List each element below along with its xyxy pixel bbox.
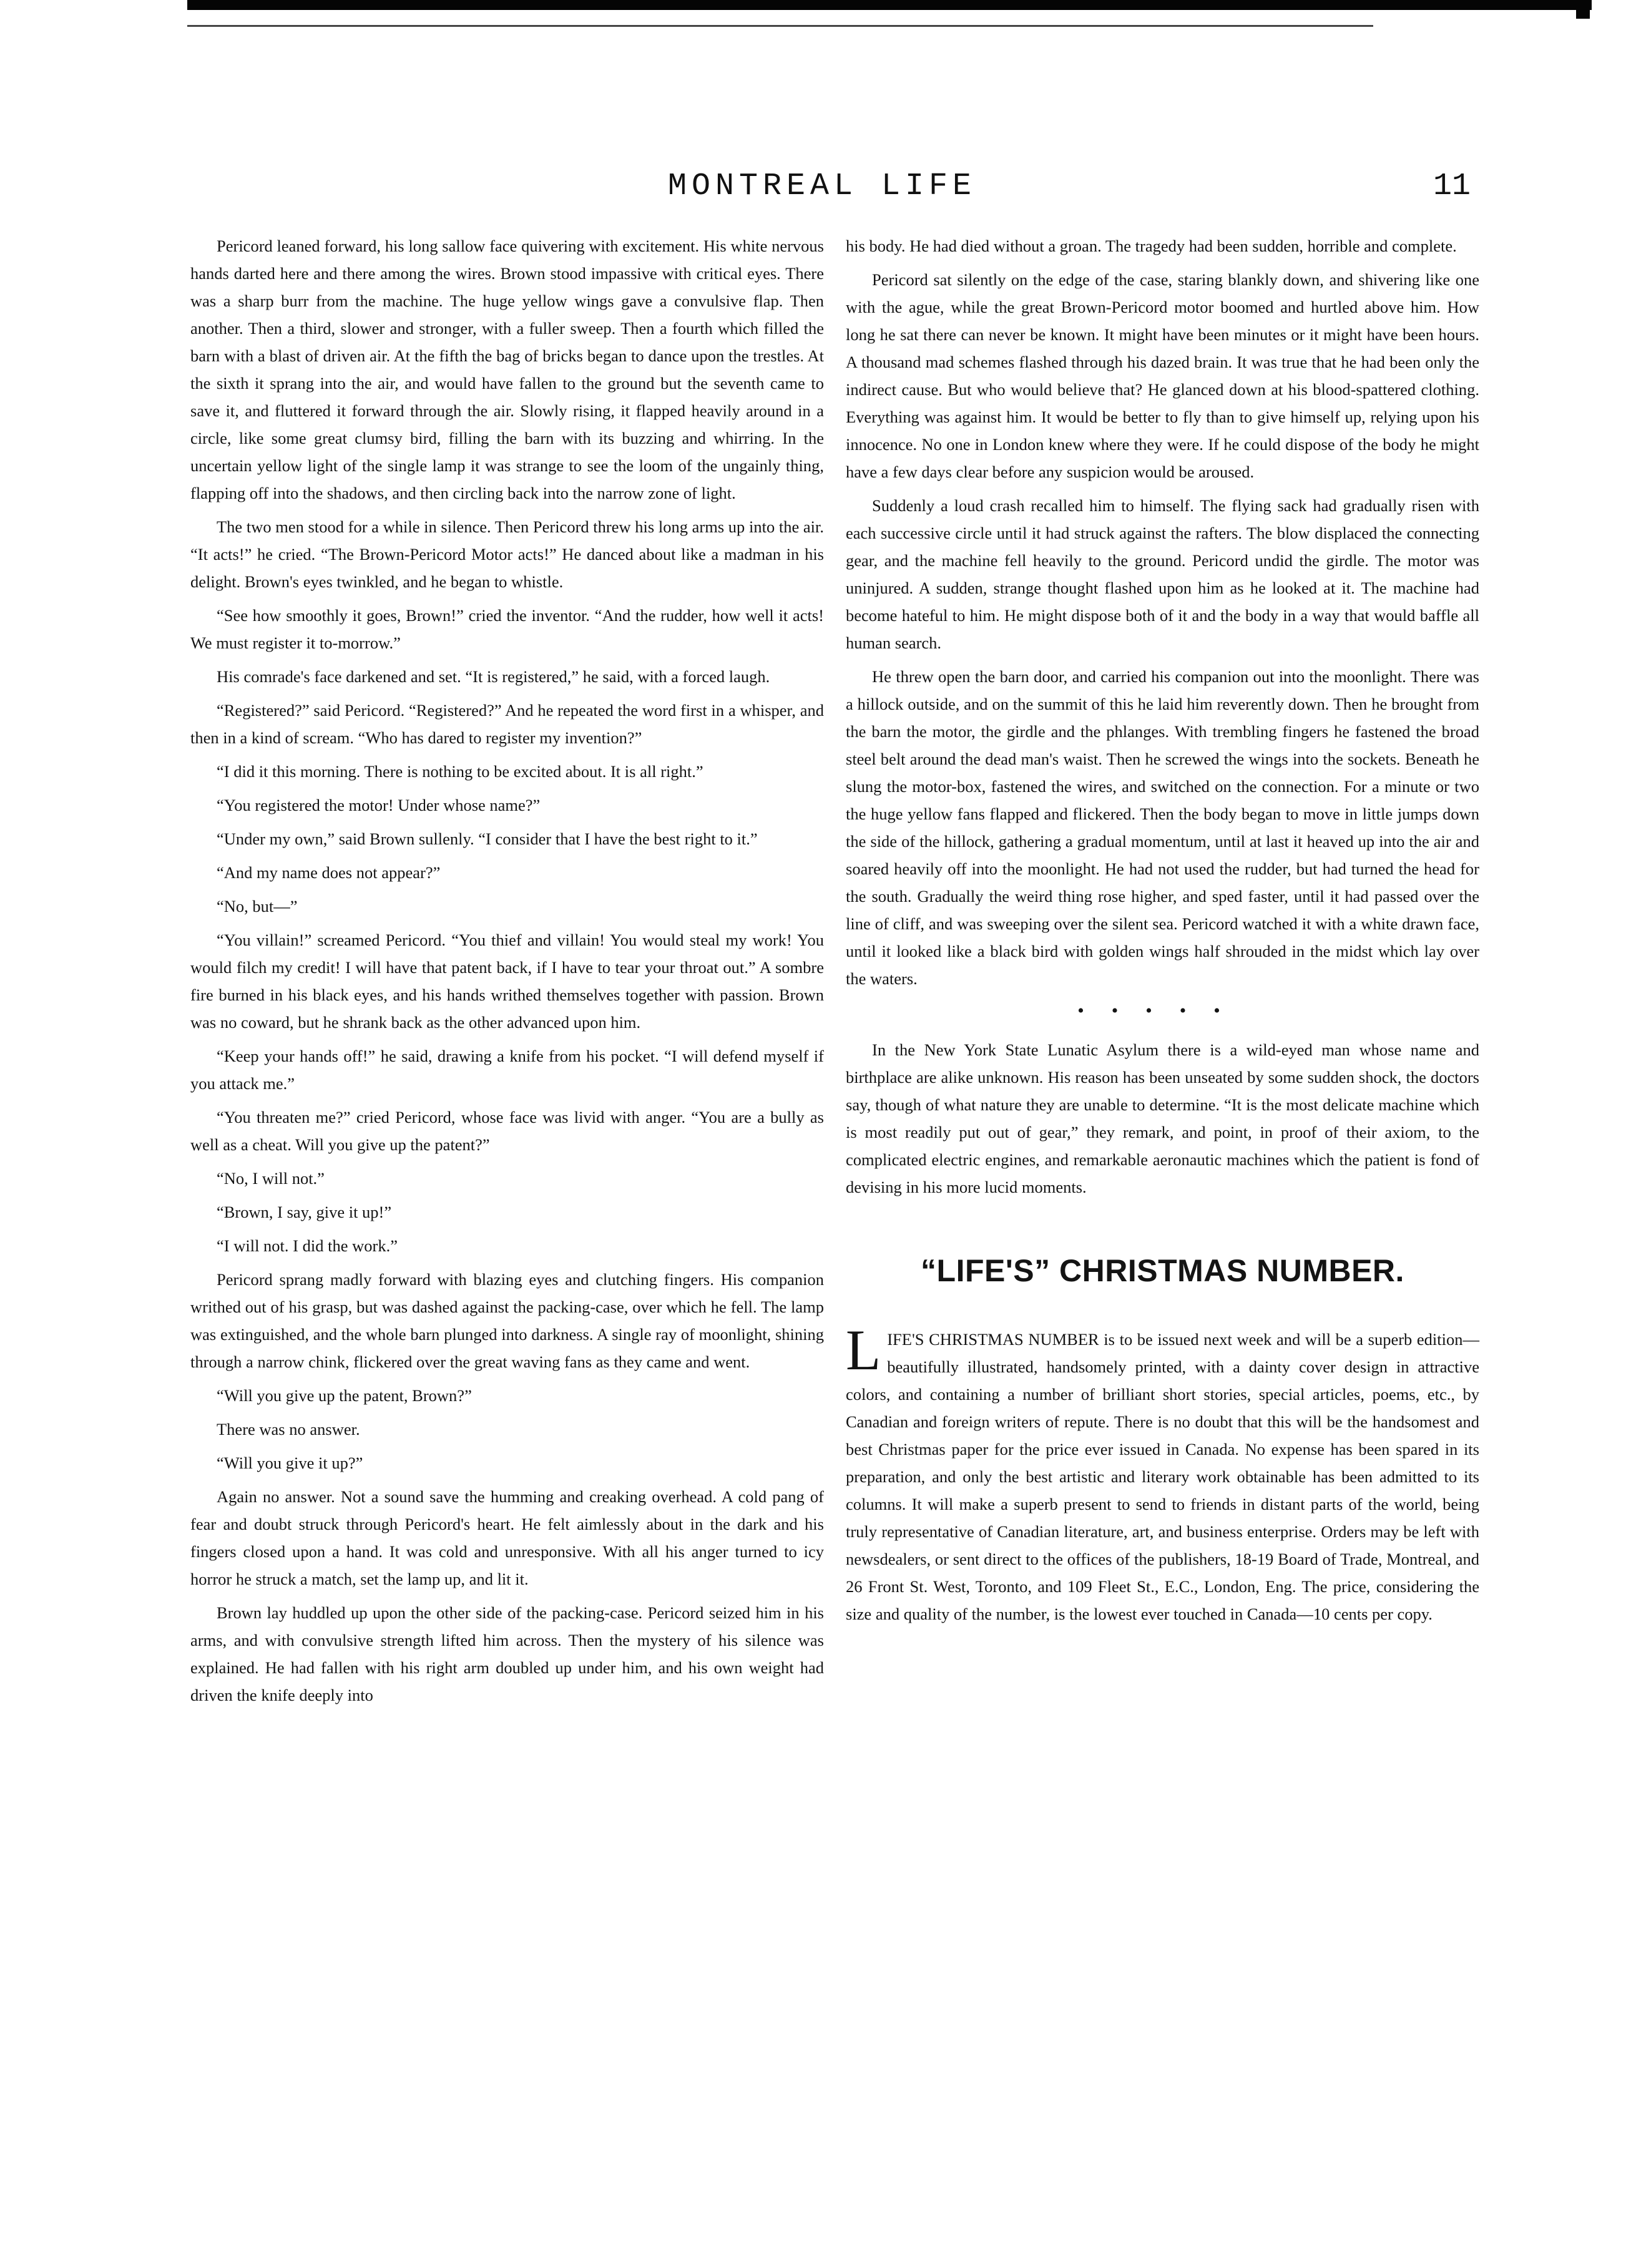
story-paragraph: “Will you give up the patent, Brown?” bbox=[217, 1386, 472, 1405]
story-paragraph: “And my name does not appear?” bbox=[217, 863, 441, 882]
right-column bbox=[846, 232, 1479, 1634]
story-paragraph: “Keep your hands off!” he said, drawing a knife from his pocket. “I will defend myself if you attack me.” bbox=[190, 1047, 824, 1093]
story-paragraph: Pericord sat silently on the edge of the case, staring blankly down, and shivering like one with the ague, while the great Brown-Pericord motor boomed and hurtled above him. How long he sat there can never be known. It might have been minutes or it might have been hours. A thousand mad schemes flashed through his dazed brain. It was true that he had been only the indirect cause. But who would believe that? He glanced down at his blood-spattered clothing. Everything was against him. It would be better to fly than to give himself up, relying upon his innocence. No one in London knew where they were. If he could dispose of the body he might have a few days clear before any suspicion would be aroused. bbox=[846, 270, 1479, 481]
top-rule-end bbox=[1576, 0, 1590, 19]
page-header bbox=[0, 169, 1636, 218]
left-column bbox=[190, 232, 824, 1715]
story-paragraph: “You threaten me?” cried Pericord, whose face was livid with anger. “You are a bully as well as a cheat. Will you give up the patent?” bbox=[190, 1108, 824, 1154]
drop-cap: L bbox=[846, 1318, 881, 1382]
story-paragraph: Pericord leaned forward, his long sallow face quivering with excitement. His white nervous hands darted here and there among the wires. Brown stood impassive with critical eyes. There was a sharp burr from the machine. The huge yellow wings gave a convulsive flap. Then another. Then a third, slower and stronger, with a fuller sweep. Then a fourth which filled the barn with a blast of driven air. At the fifth the bag of bricks began to dance upon the trestles. At the sixth it sprang into the air, and would have fallen to the ground but the seventh came to save it, and fluttered it forward through the air. Slowly rising, it flapped heavily around in a circle, like some great clumsy bird, filling the barn with its buzzing and whirring. In the uncertain yellow light of the single lamp it was strange to see the loom of the ungainly thing, flapping off into the shadows, and then circling back into the narrow zone of light. bbox=[190, 237, 824, 502]
story-paragraph: “Under my own,” said Brown sullenly. “I consider that I have the best right to it.” bbox=[217, 829, 758, 848]
story-paragraph: “No, but—” bbox=[217, 897, 298, 916]
story-continuation: his body. He had died without a groan. The tragedy had been sudden, horrible and complete. bbox=[846, 237, 1457, 255]
story-paragraph: “No, I will not.” bbox=[217, 1169, 325, 1188]
story-paragraph: Suddenly a loud crash recalled him to himself. The flying sack had gradually risen with each successive circle until it had struck against the rafters. The blow displaced the connecting gear, and the machine fell heavily to the ground. Pericord undid the girdle. The motor was uninjured. A sudden, strange thought flashed upon him as he looked at it. The machine had become hateful to him. He might dispose both of it and the body in a way that would baffle all human search. bbox=[846, 496, 1479, 652]
story-paragraph: Brown lay huddled up upon the other side of the packing-case. Pericord seized him in his arms, and with convulsive strength lifted him across. Then the mystery of his silence was explained. He had fallen with his right arm doubled up under him, and his own weight had driven the knife deeply into bbox=[190, 1603, 824, 1704]
story-paragraph: “I will not. I did the work.” bbox=[217, 1236, 398, 1255]
page-number: 11 bbox=[1433, 169, 1471, 204]
advertisement-text: IFE'S CHRISTMAS NUMBER is to be issued next week and will be a superb edition—beautifully illustrated, handsomely printed, with a dainty cover design in attractive colors, and containing a number of brilliant short stories, special articles, poems, etc., by Canadian and foreign writers of repute. There is no doubt that this will be the handsomest and best Christmas paper for the price ever issued in Canada. No expense has been spared in its preparation, and only the best artistic and literary work obtainable has been admitted to its columns. It will make a superb present to send to friends in distant parts of the world, being truly representative of Canadian literature, art, and business enterprise. Orders may be left with newsdealers, or sent direct to the offices of the publishers, 18-19 Board of Trade, Montreal, and 26 Front St. West, Toronto, and 109 Fleet St., E.C., London, Eng. The price, considering the size and quality of the number, is the lowest ever touched in Canada—10 cents per copy. bbox=[846, 1330, 1479, 1623]
story-paragraph: Pericord sprang madly forward with blazing eyes and clutching fingers. His companion writhed out of his grasp, but was dashed against the packing-case, over which he fell. The lamp was extinguished, and the whole barn plunged into darkness. A single ray of moonlight, shining through a narrow chink, flickered over the great waving fans as they came and went. bbox=[190, 1270, 824, 1371]
story-paragraph: “See how smoothly it goes, Brown!” cried the inventor. “And the rudder, how well it acts! We must register it to-morrow.” bbox=[190, 606, 824, 652]
story-paragraph: “Brown, I say, give it up!” bbox=[217, 1203, 392, 1221]
story-paragraph: The two men stood for a while in silence. Then Pericord threw his long arms up into the air. “It acts!” he cried. “The Brown-Pericord Motor acts!” He danced about like a madman in his delight. Brown's eyes twinkled, and he began to whistle. bbox=[190, 517, 824, 591]
running-head: MONTREAL LIFE bbox=[668, 169, 977, 204]
story-paragraph: “You villain!” screamed Pericord. “You thief and villain! You would steal my work! You would filch my credit! I will have that patent back, if I have to tear your throat out.” A sombre fire burned in his black eyes, and his hands writhed themselves together with passion. Brown was no coward, but he shrank back as the other advanced upon him. bbox=[190, 931, 824, 1032]
story-paragraph: “You registered the motor! Under whose name?” bbox=[217, 796, 541, 814]
story-paragraph: He threw open the barn door, and carried his companion out into the moonlight. There was a hillock outside, and on the summit of this he laid him reverently down. Then he brought from the barn the motor, the girdle and the phlanges. With trembling fingers he fastened the broad steel belt around the dead man's waist. Then he screwed the wings into the sockets. Beneath he slung the motor-box, fastened the wires, and switched on the connection. For a minute or two the huge yellow fans flapped and flickered. Then the body began to move in little jumps down the side of the hillock, gathering a gradual momentum, until at last it heaved up into the air and soared heavily off into the moonlight. He had not used the rudder, but had turned the head for the south. Gradually the weird thing rose higher, and sped faster, until it had passed over the line of cliff, and was sweeping over the silent sea. Pericord watched it with a white drawn face, until it looked like a black bird with golden wings half shrouded in the midst which lay over the waters. bbox=[846, 667, 1479, 988]
story-paragraph: There was no answer. bbox=[217, 1420, 360, 1439]
section-separator: ••••• bbox=[1077, 1000, 1248, 1021]
story-closing-paragraph: In the New York State Lunatic Asylum there is a wild-eyed man whose name and birthplace are alike unknown. His reason has been unseated by some sudden shock, the doctors say, though of what nature they are unable to determine. “It is the most delicate machine which is most readily put out of gear,” they remark, and point, in proof of their axiom, to the complicated electric engines, and remarkable aeronautic machines which the patient is fond of devising in his more lucid moments. bbox=[846, 1040, 1479, 1196]
story-paragraph: Again no answer. Not a sound save the humming and creaking overhead. A cold pang of fear and doubt struck through Pericord's heart. He felt aimlessly about in the dark and his fingers closed upon a hand. It was cold and unresponsive. With all his anger turned to icy horror he struck a match, set the lamp up, and lit it. bbox=[190, 1487, 824, 1588]
top-rule-thin bbox=[187, 25, 1373, 27]
story-paragraph: “I did it this morning. There is nothing to be excited about. It is all right.” bbox=[217, 762, 703, 781]
story-paragraph: His comrade's face darkened and set. “It is registered,” he said, with a forced laugh. bbox=[217, 667, 770, 686]
story-paragraph: “Registered?” said Pericord. “Registered?” And he repeated the word first in a whisper, and then in a kind of scream. “Who has dared to register my invention?” bbox=[190, 701, 824, 747]
advertisement-title: “LIFE'S” CHRISTMAS NUMBER. bbox=[921, 1253, 1404, 1288]
advertisement-body bbox=[846, 1318, 1479, 1628]
story-paragraph: “Will you give it up?” bbox=[217, 1454, 363, 1472]
top-rule bbox=[187, 0, 1592, 10]
